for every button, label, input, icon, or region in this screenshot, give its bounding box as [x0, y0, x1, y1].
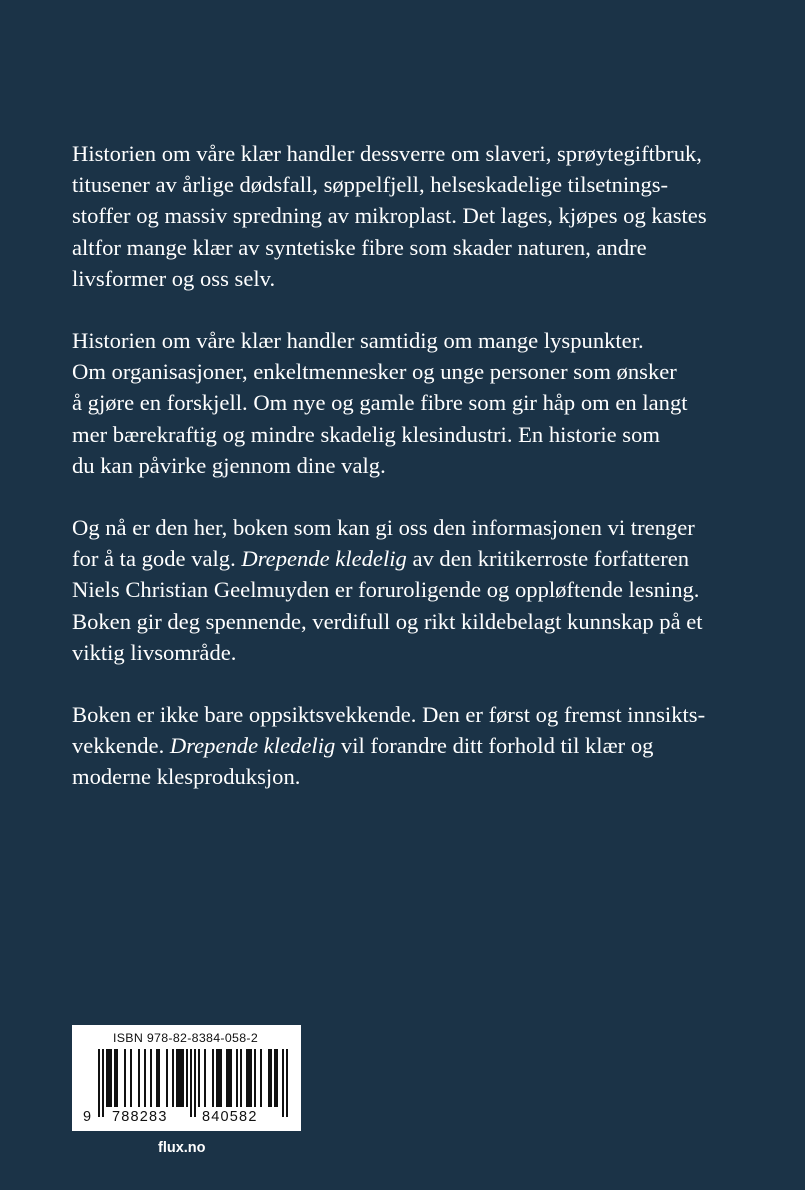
barcode-bar — [176, 1049, 184, 1107]
blurb-line: moderne klesproduksjon. — [72, 764, 301, 790]
blurb-line: du kan påvirke gjennom dine valg. — [72, 452, 386, 478]
barcode-bar — [254, 1049, 256, 1107]
barcode-bar — [186, 1049, 188, 1107]
barcode-bar — [150, 1049, 152, 1107]
barcode-bar — [198, 1049, 200, 1107]
barcode-bar — [130, 1049, 132, 1107]
blurb-line: livsformer og oss selv. — [72, 265, 276, 291]
isbn-label: ISBN 978-82-8384-058-2 — [113, 1031, 259, 1045]
blurb-paragraph-4 — [72, 699, 752, 793]
barcode-bar — [156, 1049, 160, 1107]
barcode-bar — [226, 1049, 232, 1107]
barcode-bar — [204, 1049, 206, 1107]
barcode-bar — [172, 1049, 174, 1107]
line-text: vekkende. — [72, 733, 170, 759]
barcode-bar — [282, 1049, 284, 1117]
blurb-line: Boken gir deg spennende, verdifull og rikt kildebelagt kunnskap på et — [72, 608, 703, 634]
line-text: vil forandre ditt forhold til klær og — [335, 733, 654, 759]
blurb-line: Om organisasjoner, enkeltmennesker og unge personer som ønsker — [72, 359, 677, 385]
barcode-bar — [194, 1049, 196, 1117]
barcode-bar — [274, 1049, 278, 1107]
blurb-line: å gjøre en forskjell. Om nye og gamle fibre som gir håp om en langt — [72, 390, 688, 416]
blurb-line: stoffer og massiv spredning av mikroplast. Det lages, kjøpes og kastes — [72, 203, 707, 229]
line-text: av den kritikerroste forfatteren — [406, 546, 690, 572]
barcode-bar — [286, 1049, 288, 1117]
blurb-line: Niels Christian Geelmuyden er foruroligende og oppløftende lesning. — [72, 577, 700, 603]
blurb-line: Og nå er den her, boken som kan gi oss den informasjonen vi trenger — [72, 515, 695, 541]
barcode-bar — [166, 1049, 168, 1107]
barcode-bar — [260, 1049, 262, 1107]
blurb-paragraph-3 — [72, 512, 752, 668]
barcode-digits-left: 788283 — [112, 1109, 168, 1125]
barcode-bar — [216, 1049, 222, 1107]
barcode-digits-right: 840582 — [202, 1109, 258, 1125]
barcode-bar — [114, 1049, 118, 1107]
blurb-text — [72, 138, 752, 824]
barcode-bar — [212, 1049, 214, 1107]
blurb-line: Historien om våre klær handler samtidig om mange lyspunkter. — [72, 328, 644, 354]
book-title-italic: Drepende kledelig — [169, 733, 336, 759]
blurb-paragraph-1 — [72, 138, 752, 294]
blurb-line: altfor mange klær av syntetiske fibre som skader naturen, andre — [72, 234, 647, 260]
blurb-line: titusener av årlige dødsfall, søppelfjell, helseskadelige tilsetnings- — [72, 172, 669, 198]
isbn-barcode — [72, 1025, 301, 1131]
blurb-line — [72, 730, 752, 761]
barcode-digits — [72, 1109, 301, 1125]
barcode-bar — [124, 1049, 126, 1107]
blurb-line: Historien om våre klær handler dessverre om slaveri, sprøytegiftbruk, — [72, 141, 702, 166]
barcode-bar — [138, 1049, 140, 1107]
blurb-line: Boken er ikke bare oppsiktsvekkende. Den er først og fremst innsikts- — [72, 702, 706, 728]
book-title-italic: Drepende kledelig — [241, 546, 407, 572]
barcode-bar — [106, 1049, 112, 1107]
barcode-bar — [240, 1049, 242, 1107]
barcode-bar — [98, 1049, 100, 1117]
blurb-paragraph-2 — [72, 325, 752, 481]
blurb-line — [72, 543, 752, 574]
barcode-bar — [144, 1049, 146, 1107]
barcode-digit-first: 9 — [83, 1109, 92, 1125]
publisher-url: flux.no — [158, 1140, 206, 1156]
barcode-bar — [246, 1049, 252, 1107]
blurb-line: mer bærekraftig og mindre skadelig klesindustri. En historie som — [72, 421, 660, 447]
barcode-bar — [190, 1049, 192, 1117]
blurb-line: viktig livsområde. — [72, 639, 237, 665]
barcode-bar — [268, 1049, 272, 1107]
barcode-bar — [236, 1049, 238, 1107]
barcode-bar — [102, 1049, 104, 1117]
line-text: for å ta gode valg. — [72, 546, 242, 572]
